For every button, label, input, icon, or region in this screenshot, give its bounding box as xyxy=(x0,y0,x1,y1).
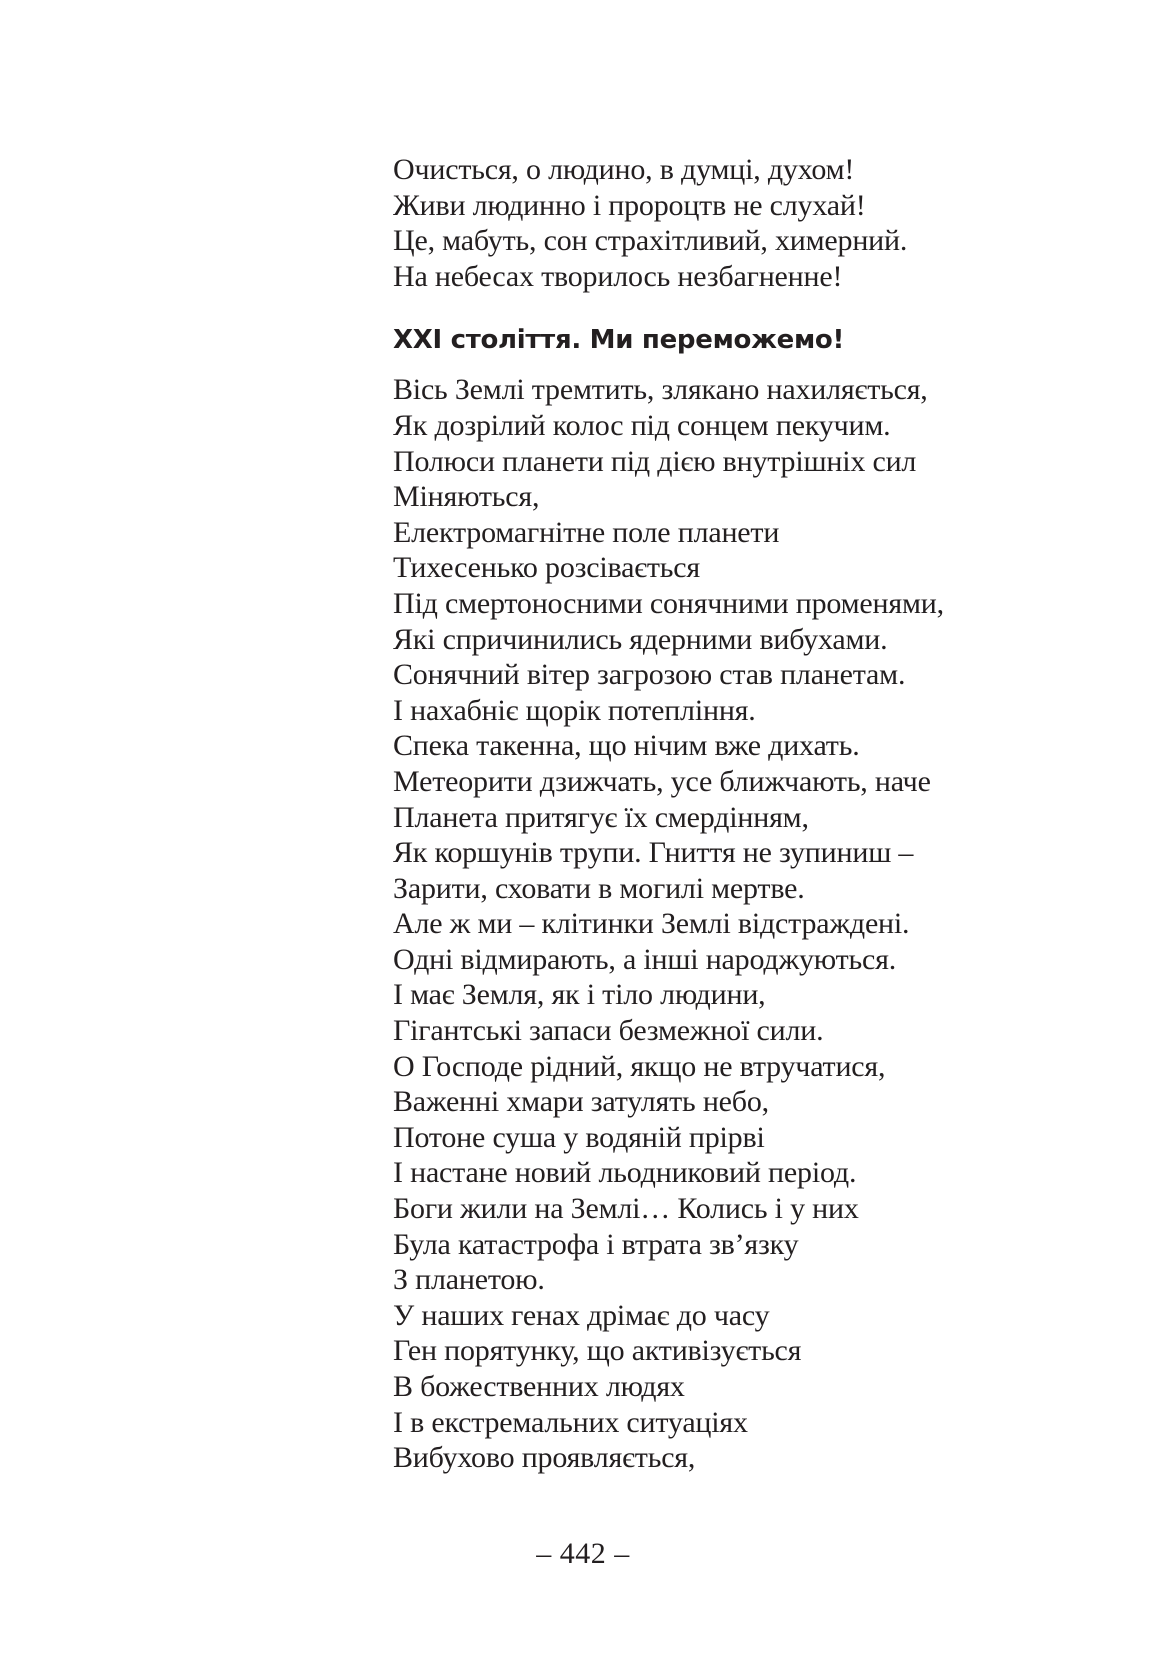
poem-line: Сонячний вітер загрозою став планетам. xyxy=(393,658,906,692)
poem-line: Які спричинились ядерними вибухами. xyxy=(393,622,888,656)
poem-line: Метеорити дзижчать, усе ближчають, наче xyxy=(393,764,931,798)
poem-line: В божественних людях xyxy=(393,1370,685,1403)
poem-line: І настане новий льодниковий період. xyxy=(393,1156,857,1190)
poem-line: Міняються, xyxy=(393,480,540,514)
intro-stanza xyxy=(393,152,1033,294)
poem-title: XXI століття. Ми переможемо! xyxy=(393,325,845,356)
text-column xyxy=(393,152,1033,1476)
poem-line: Планета притягує їх смердінням, xyxy=(393,800,809,834)
poem-line: З планетою. xyxy=(393,1263,545,1297)
poem-body xyxy=(393,372,1033,1475)
poem-line: Як коршунів трупи. Гниття не зупиниш – xyxy=(393,836,914,870)
poem-line: О Господе рідний, якщо не втручатися, xyxy=(393,1049,886,1083)
poem-line: І має Земля, як і тіло людини, xyxy=(393,978,766,1012)
poem-line: Боги жили на Землі… Колись і у них xyxy=(393,1192,859,1226)
poem-line: Спека такенна, що нічим вже дихать. xyxy=(393,729,860,763)
poem-line: Вісь Землі тремтить, злякано нахиляється, xyxy=(393,373,928,407)
poem-line: Гігантські запаси безмежної сили. xyxy=(393,1014,824,1048)
poem-line: Як дозрілий колос під сонцем пекучим. xyxy=(393,408,891,442)
poem-line: У наших генах дрімає до часу xyxy=(393,1298,770,1332)
poem-line: Але ж ми – клітинки Землі відстраждені. xyxy=(393,907,910,941)
poem-line: І в екстремальних ситуаціях xyxy=(393,1405,748,1439)
intro-line: Це, мабуть, сон страхітливий, химерний. xyxy=(393,224,908,258)
poem-line: Під смертоносними сонячними променями, xyxy=(393,586,944,620)
poem-line: Тихесенько розсівається xyxy=(393,551,701,585)
poem-line: Важенні хмари затулять небо, xyxy=(393,1085,769,1119)
poem-line: Була катастрофа і втрата зв’язку xyxy=(393,1227,799,1261)
poem-line: Зарити, сховати в могилі мертве. xyxy=(393,871,805,905)
poem-line: Вибухово проявляється, xyxy=(393,1441,696,1475)
poem-line: Електромагнітне поле планети xyxy=(393,515,780,549)
poem-line: І нахабніє щорік потепління. xyxy=(393,693,756,727)
poem-line: Потоне суша у водяній прірві xyxy=(393,1120,765,1154)
poem-line: Одні відмирають, а інші народжуються. xyxy=(393,942,897,976)
page-number: – 442 – xyxy=(536,1537,630,1570)
poem-line: Полюси планети під дією внутрішніх сил xyxy=(393,444,917,478)
poem-line: Ген порятунку, що активізується xyxy=(393,1334,802,1368)
intro-line: На небесах творилось незбагненне! xyxy=(393,259,843,293)
intro-line: Очисться, о людино, в думці, духом! xyxy=(393,153,855,186)
intro-line: Живи людинно і пророцтв не слухай! xyxy=(393,188,866,222)
